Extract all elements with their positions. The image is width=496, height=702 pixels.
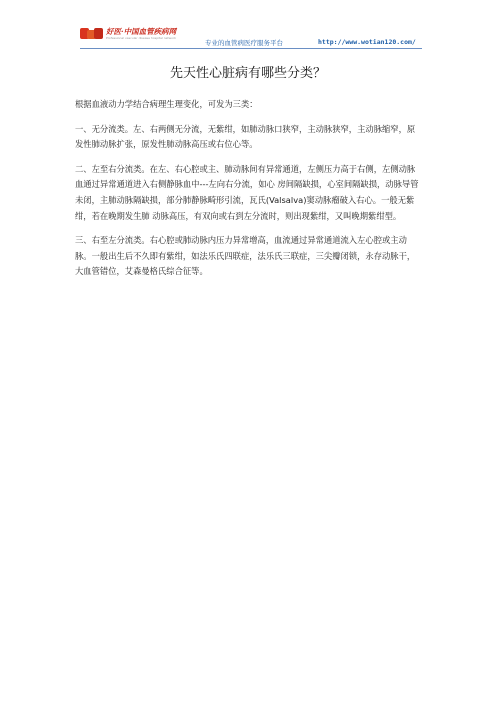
section-paragraph: 三、右至左分流类。右心腔或肺动脉内压力异常增高，血流通过异常通道流入左心腔或主动脉。一般出生后不久即有紫绀，如法乐氏四联症，法乐氏三联症，三尖瓣闭锁，永存动脉干，大血管错位，艾森曼格氏综合征等。 <box>75 235 416 277</box>
header-divider <box>80 48 422 49</box>
site-url-link[interactable]: http://www.wotian120.com/ <box>318 38 416 46</box>
logo-text-cn: 好医·中国血管疾病网 <box>106 27 177 37</box>
section-paragraph: 二、左至右分流类。在左、右心腔或主、肺动脉间有异常通道，左侧压力高于右侧，左侧动脉血通过异常通道进入右侧静脉血中---左向右分流，如心 房间隔缺损，心室间隔缺损，动脉导管未闭，主肺动脉隔缺损，部分肺静脉畸形引流，瓦氏(Valsalva)窦动脉瘤破入右心。一般无紫绀，若在晚期发生肺 动脉高压，有双向或右到左分流时，则出现紫绀，又叫晚期紫绀型。 <box>75 163 419 221</box>
document-title: 先天性心脏病有哪些分类？ <box>169 66 326 81</box>
site-logo[interactable] <box>80 27 176 41</box>
intro-paragraph: 根据血液动力学结合病理生理变化，可发为三类： <box>75 99 258 109</box>
logo-text <box>106 28 176 40</box>
logo-text-en: Professional vascular disease hospital network <box>106 35 176 40</box>
logo-mark-icon <box>80 27 104 41</box>
section-paragraph: 一、无分流类。左、右两侧无分流，无紫绀，如肺动脉口狭窄，主动脉狭窄，主动脉缩窄，原发性肺动脉扩张，原发性肺动脉高压或右位心等。 <box>75 123 416 150</box>
site-slogan: 专业的血管病医疗服务平台 <box>205 39 283 47</box>
document-body <box>75 97 422 289</box>
page-header <box>0 0 496 52</box>
